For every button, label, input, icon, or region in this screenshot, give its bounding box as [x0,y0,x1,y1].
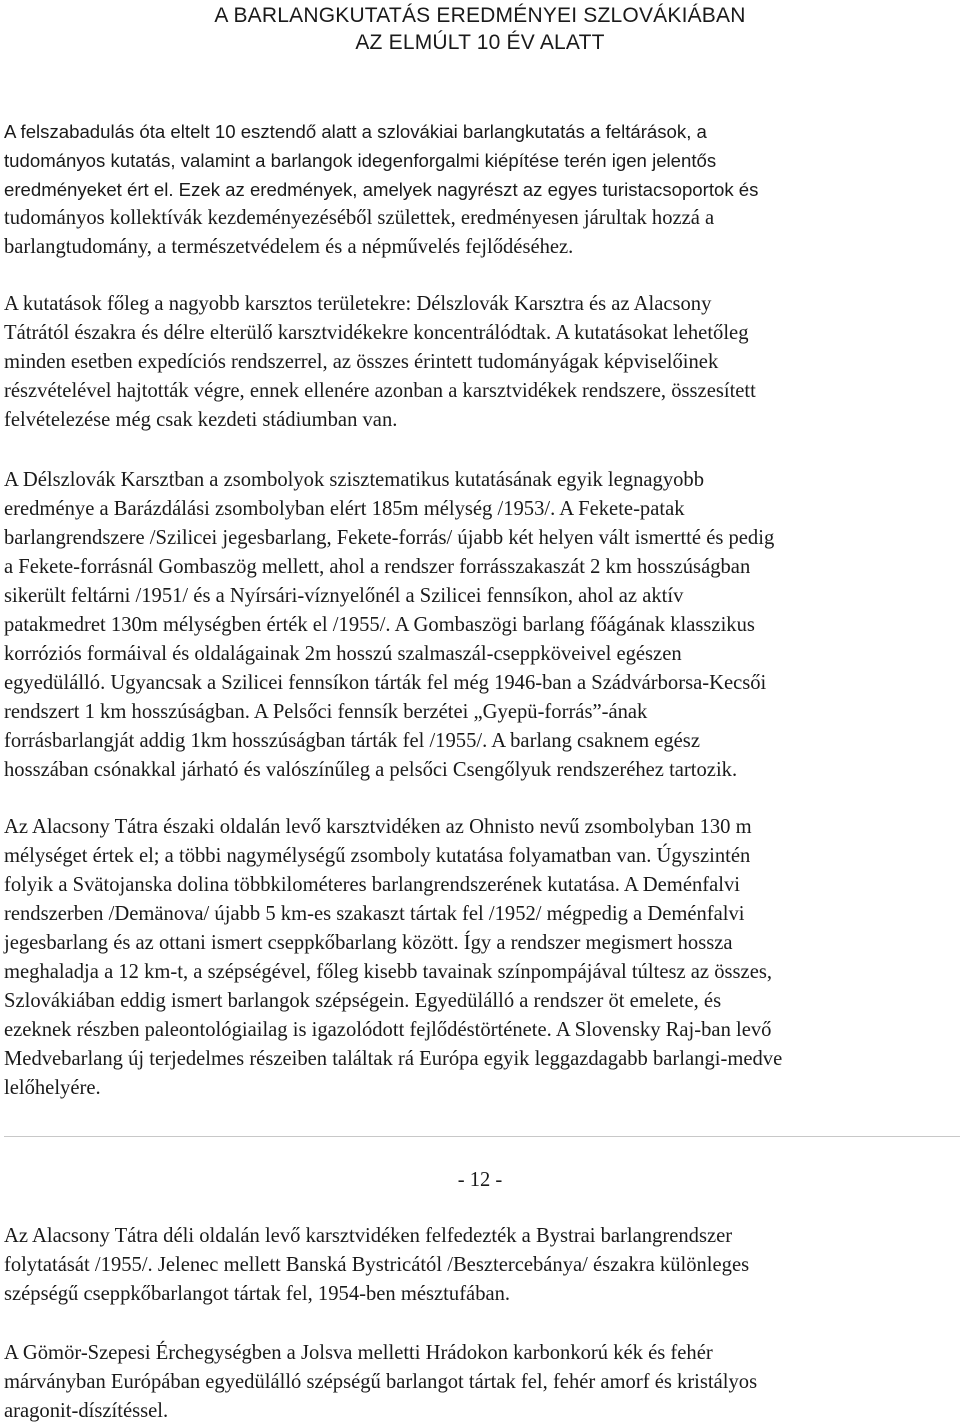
text-line: eredményeket ért el. Ezek az eredmények, amelyek nagyrészt az egyes turistacsoportok és [4,179,759,200]
text-line: meghaladja a 12 km-t, a szépségével, főleg kisebb tavainak színpompájával túltesz az összes, [4,961,772,983]
text-line: barlangtudomány, a természetvédelem és a népművelés fejlődéséhez. [4,236,574,258]
page-break-divider [4,1136,960,1137]
paragraph-6 [4,1339,956,1426]
text-line: Az Alacsony Tátra déli oldalán levő karsztvidéken felfedezték a Bystrai barlangrendszer [4,1225,733,1247]
text-line: tudományos kollektívák kezdeményezéséből születtek, eredményesen járultak hozzá a [4,207,715,229]
text-line: Tátrától északra és délre elterülő karsztvidékekre koncentrálódtak. A kutatásokat lehetőleg [4,322,749,344]
paragraph-5 [4,1222,956,1309]
paragraph-1 [4,117,956,262]
title-line-1: A BARLANGKUTATÁS EREDMÉNYEI SZLOVÁKIÁBAN [214,4,746,27]
paragraph-3 [4,466,956,785]
text-line: sikerült feltárni /1951/ és a Nyírsári-víznyelőnél a Szilicei fennsíkon, ahol az aktív [4,585,684,607]
text-line: ezeknek részben paleontológiailag is igazolódott fejlődéstörténete. A Slovensky Raj-ban levő [4,1019,772,1041]
text-line: aragonit-díszítéssel. [4,1400,169,1422]
text-line: felvételezése még csak kezdeti stádiumban van. [4,409,398,431]
paragraph-2 [4,290,956,435]
text-line: mélységet értek el; a többi nagymélységű zsomboly kutatása folyamatban van. Úgyszintén [4,845,751,867]
text-line: minden esetben expedíciós rendszerrel, az összes érintett tudományágak képviselőinek [4,351,719,373]
text-line: jegesbarlang és az ottani ismert cseppkőbarlang között. Így a rendszer megismert hossza [4,932,733,954]
text-line: Medvebarlang új terjedelmes részeiben találtak rá Európa egyik leggazdagabb barlangi-medve [4,1048,783,1070]
text-line: A Gömör-Szepesi Érchegységben a Jolsva melletti Hrádokon karbonkorú kék és fehér [4,1342,713,1364]
text-line: A Délszlovák Karsztban a zsombolyok szisztematikus kutatásának egyik legnagyobb [4,469,705,491]
text-line: márványban Európában egyedülálló szépségű barlangot tártak fel, fehér amorf és kristályos [4,1371,758,1393]
text-line: egyedülálló. Ugyancsak a Szilicei fennsíkon tárták fel még 1946-ban a Szádvárborsa-Kecsői [4,672,767,694]
text-line: lelőhelyére. [4,1077,101,1099]
text-line: rendszert 1 km hosszúságban. A Pelsőci fennsík berzétei „Gyepü-forrás”-ának [4,701,648,723]
text-line: tudományos kutatás, valamint a barlangok idegenforgalmi kiépítése terén igen jelentős [4,150,717,171]
text-line: patakmedret 130m mélységben érték el /1955/. A Gombaszögi barlang főágának klasszikus [4,614,755,636]
paragraph-4 [4,813,956,1103]
text-line: hosszában csónakkal járható és valószínűleg a pelsőci Csengőlyuk rendszeréhez tartozik. [4,759,738,781]
text-line: A felszabadulás óta eltelt 10 esztendő alatt a szlovákiai barlangkutatás a feltárások, a [4,121,707,142]
page-number: - 12 - [457,1169,503,1191]
text-line: folytatását /1955/. Jelenec mellett Banská Bystricától /Besztercebánya/ északra különleges [4,1254,750,1276]
text-line: forrásbarlangját addig 1km hosszúságban tárták fel /1955/. A barlang csaknem egész [4,730,700,752]
text-line: folyik a Svätojanska dolina többkilométeres barlangrendszerének kutatása. A Deménfalvi [4,874,740,896]
document-title [0,2,960,56]
text-line: Szlovákiában eddig ismert barlangok szépségein. Egyedülálló a rendszer öt emelete, és [4,990,722,1012]
text-line: Az Alacsony Tátra északi oldalán levő karsztvidéken az Ohnisto nevű zsombolyban 130 m [4,816,752,838]
title-line-2: AZ ELMÚLT 10 ÉV ALATT [355,31,605,54]
text-line: részvételével hajtották végre, ennek ellenére azonban a karsztvidékek rendszere, összesített [4,380,756,402]
text-line: szépségű cseppkőbarlangot tártak fel, 1954-ben mésztufában. [4,1283,511,1305]
text-line: a Fekete-forrásnál Gombaszög mellett, ahol a rendszer forrásszakaszát 2 km hosszúságban [4,556,751,578]
text-line: A kutatások főleg a nagyobb karsztos területekre: Délszlovák Karsztra és az Alacsony [4,293,712,315]
text-line: eredménye a Barázdálási zsombolyban elért 185m mélység /1953/. A Fekete-patak [4,498,685,520]
text-line: barlangrendszere /Szilicei jegesbarlang, Fekete-forrás/ újabb két helyen vált ismertté és pedig [4,527,775,549]
text-line: korróziós formáival és oldalágainak 2m hosszú szalmaszál-cseppköveivel egészen [4,643,682,665]
text-line: rendszerben /Demänova/ újabb 5 km-es szakaszt tártak fel /1952/ mégpedig a Deménfalvi [4,903,745,925]
